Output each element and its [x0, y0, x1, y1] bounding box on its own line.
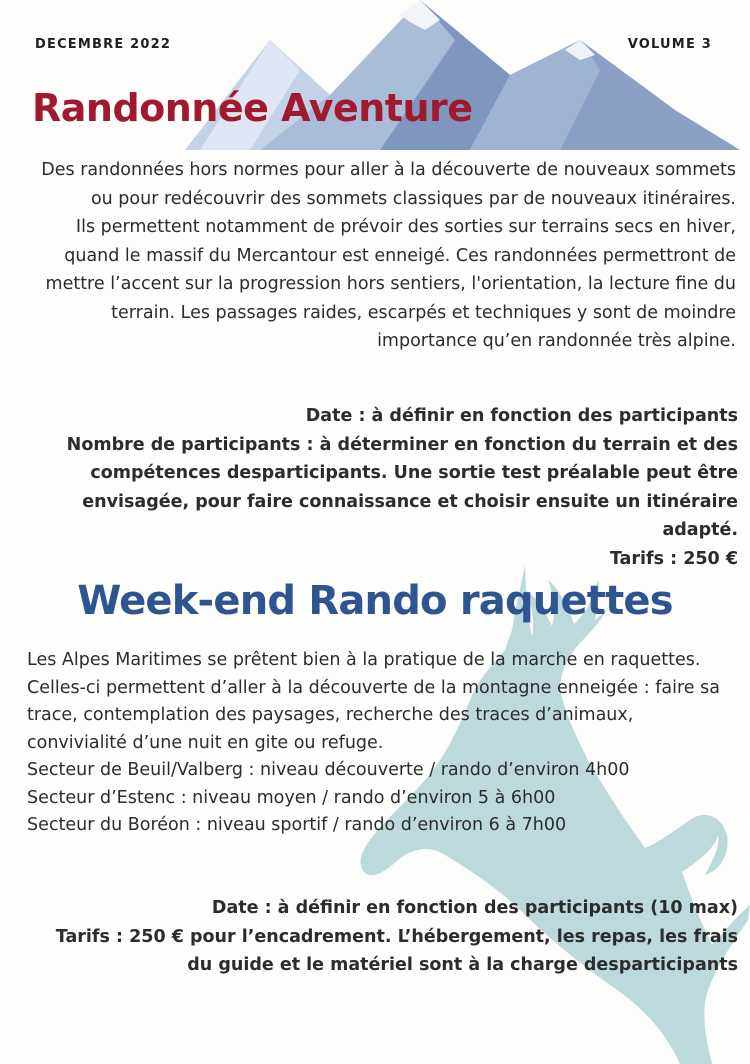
section2-sector: Secteur de Beuil/Valberg : niveau découverte / rando d’environ 4h00: [27, 760, 630, 780]
section2-sector: Secteur du Boréon : niveau sportif / rando d’environ 6 à 7h00: [27, 815, 567, 835]
section1-tarifs: Tarifs : 250 €: [609, 548, 738, 569]
section1-title: Randonnée Aventure: [32, 86, 473, 130]
section2-title: Week-end Rando raquettes: [77, 578, 673, 624]
section1-paragraph: Des randonnées hors normes pour aller à la découverte de nouveaux sommets ou pour redécouvrir des sommets classiques par de nouveaux itinéraires.: [41, 160, 736, 209]
section2-description: [27, 647, 737, 840]
section2-paragraph: Les Alpes Maritimes se prêtent bien à la pratique de la marche en raquettes. Celles-ci permettent d’aller à la découverte de la montagne enneigée : faire sa trace, contemplation des paysages, recherche des traces d’animaux, convivialité d’une nuit en gite ou refuge.: [27, 650, 720, 753]
section1-details: [40, 402, 738, 573]
section1-date: Date : à définir en fonction des participants: [305, 406, 738, 426]
issue-date: DECEMBRE 2022: [35, 37, 172, 52]
section2-sector: Secteur d’Estenc : niveau moyen / rando d’environ 5 à 6h00: [27, 787, 556, 808]
issue-volume: VOLUME 3: [627, 37, 712, 52]
section2-date: Date : à définir en fonction des participants (10 max): [211, 898, 738, 918]
section1-participants: Nombre de participants : à déterminer en fonction du terrain et des compétences desparticipants. Une sortie test préalable peut être envisagée, pour faire connaissance et choisir ensuite un itinéraire adapté.: [66, 434, 738, 540]
section2-tarifs: Tarifs : 250 € pour l’encadrement. L’hébergement, les repas, les frais du guide et le matériel sont à la charge desparticipants: [55, 926, 738, 975]
section1-paragraph: Ils permettent notamment de prévoir des sorties sur terrains secs en hiver, quand le massif du Mercantour est enneigé. Ces randonnées permettront de mettre l’accent sur la progression hors sentiers, l'orientation, la lecture fine du terrain. Les passages raides, escarpés et techniques y sont de moindre importance qu’en randonnée très alpine.: [45, 217, 736, 351]
section2-details: [40, 894, 738, 980]
section1-description: [18, 156, 736, 356]
